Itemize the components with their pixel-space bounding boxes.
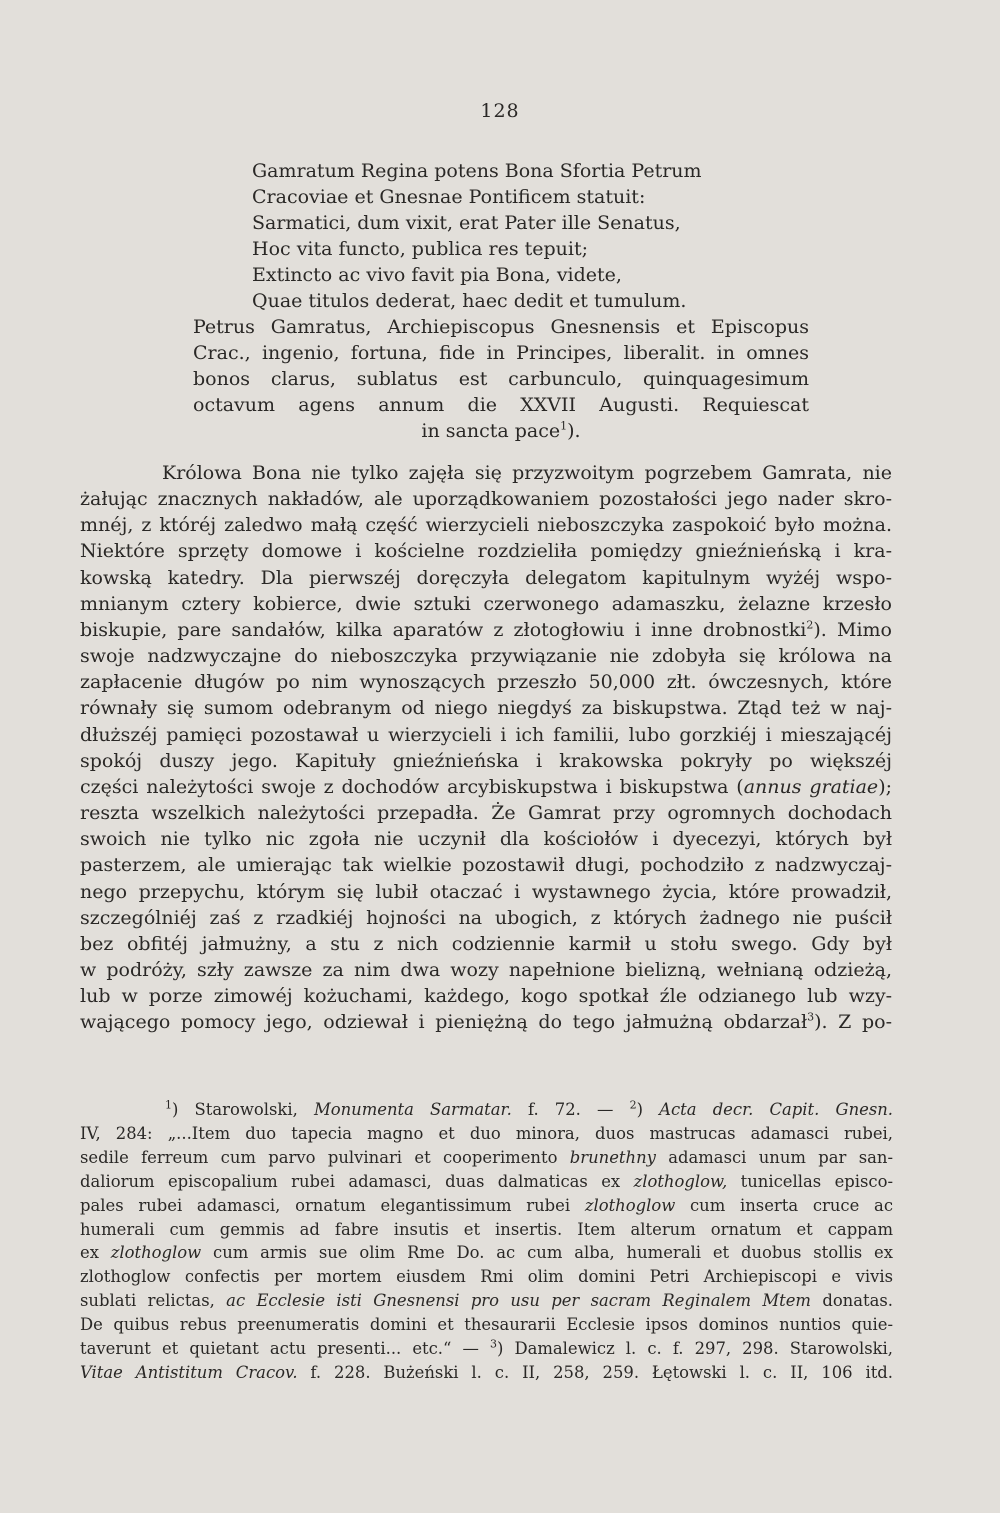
epitaph-line: Extincto ac vivo favit pia Bona, videte, — [252, 264, 622, 286]
body-line: w podróży, szły zawsze za nim dwa wozy napełnione bielizną, wełnianą odzieżą, — [80, 958, 892, 981]
footnote-line: IV, 284: „...Item duo tapecia magno et duo minora, duos mastrucas adamasci rubei, — [80, 1123, 893, 1143]
body-line: części należytości swoje z dochodów arcybiskupstwa i biskupstwa (annus gratiae); — [80, 775, 893, 798]
body-line: lub w porze zimowéj kożuchami, każdego, kogo spotkał źle odzianego lub wzy- — [80, 985, 892, 1008]
inscription-block — [193, 314, 809, 444]
footnote-line: Vitae Antistitum Cracov. f. 228. Bużeński l. c. II, 258, 259. Łętowski l. c. II, 106 itd. — [80, 1362, 894, 1382]
footnote-line: sedile ferreum cum parvo pulvinari et cooperimento brunethny adamasci unum par san- — [80, 1147, 893, 1167]
epitaph-line: Sarmatici, dum vixit, erat Pater ille Senatus, — [252, 212, 681, 234]
body-line: bez obfitéj jałmużny, a stu z nich codziennie karmił u stołu swego. Gdy był — [80, 932, 892, 955]
inscription-line: octavum agens annum die XXVII Augusti. Requiescat — [193, 394, 809, 416]
footnote-line: daliorum episcopalium rubei adamasci, duas dalmaticas ex zlothoglow, tunicellas episco- — [80, 1171, 893, 1191]
body-line: Niektóre sprzęty domowe i kościelne rozdzieliła pomiędzy gnieźnieńską i kra- — [80, 540, 892, 563]
body-line: żałując znacznych nakładów, ale uporządkowaniem pozostałości jego nader skro- — [80, 488, 892, 511]
body-line: dłuższéj pamięci pozostawał u wierzycieli i ich familii, lubo gorzkiéj i mieszającéj — [80, 723, 892, 746]
inscription-line: Crac., ingenio, fortuna, fide in Principes, liberalit. in omnes — [193, 342, 809, 364]
footnote-line: humerali cum gemmis ad fabre insutis et insertis. Item alterum ornatum et cappam — [80, 1219, 893, 1239]
body-line: zapłacenie długów po nim wynoszących przeszło 50,000 złt. ówczesnych, które — [80, 671, 892, 694]
body-line: pasterzem, ale umierając tak wielkie pozostawił długi, pochodziło z nadzwyczaj- — [80, 854, 892, 877]
page-number: 128 — [480, 100, 520, 122]
epitaph-line: Hoc vita functo, publica res tepuit; — [252, 238, 589, 260]
footnote-line: $^1$) Starowolski, Monumenta Sarmatar. f. 72. — $^2$) Acta decr. Capit. Gnesn. — [165, 1098, 893, 1119]
body-line: kowską katedry. Dla pierwszéj doręczyła delegatom kapitulnym wyżéj wspo- — [80, 566, 892, 589]
body-line: reszta wszelkich należytości przepadła. Że Gamrat przy ogromnych dochodach — [80, 802, 892, 825]
body-line: Królowa Bona nie tylko zajęła się przyzwoitym pogrzebem Gamrata, nie — [162, 462, 892, 484]
body-paragraph — [80, 460, 892, 1035]
epitaph-line: Quae titulos dederat, haec dedit et tumulum. — [252, 290, 687, 312]
body-line: mnéj, z któréj zaledwo małą część wierzycieli nieboszczyka zaspokoić było można. — [80, 514, 892, 537]
inscription-line: in sancta pace$^1$). — [421, 419, 581, 442]
footnote-line: ex zlothoglow cum armis sue olim Rme Do. ac cum alba, humerali et duobus stollis ex — [80, 1243, 894, 1263]
body-line: spokój duszy jego. Kapituły gnieźnieńska i krakowska pokryły po większéj — [80, 749, 892, 772]
body-line: biskupie, pare sandałów, kilka aparatów z złotogłowiu i inne drobnostki$^2$). Mimo — [80, 618, 892, 641]
footnote-line: zlothoglow confectis per mortem eiusdem Rmi olim domini Petri Archiepiscopi e vivis — [80, 1267, 893, 1287]
body-line: równały się sumom odebranym od niego niegdyś za biskupstwa. Ztąd też w naj- — [80, 697, 892, 720]
footnote-line: De quibus rebus preenumeratis domini et thesaurarii Ecclesie ipsos dominos nuntios quie- — [80, 1315, 893, 1335]
footnote-ref-2: 2 — [806, 618, 814, 632]
footnote-line: taverunt et quietant actu presenti... etc.“ — $^3$) Damalewicz l. c. f. 297, 298. Starowolski, — [80, 1337, 893, 1359]
footnote-line: pales rubei adamasci, ornatum elegantissimum rubei zlothoglow cum inserta cruce ac — [80, 1195, 893, 1215]
epitaph-line: Cracoviae et Gnesnae Pontificem statuit: — [252, 186, 646, 208]
body-line: swoich nie tylko nic zgoła nie uczynił dla kościołów i dyecezyi, których był — [80, 828, 892, 851]
footnote-ref-3: 3 — [807, 1010, 815, 1024]
footnote-line: sublati relictas, ac Ecclesie isti Gnesnensi pro usu per sacram Reginalem Mtem donatas. — [80, 1291, 893, 1311]
body-line: swoje nadzwyczajne do nieboszczyka przywiązanie nie zdobyła się królowa na — [80, 645, 892, 668]
footnote-ref-1: 1 — [560, 419, 568, 433]
body-line: szczególniéj zaś z rzadkiéj hojności na ubogich, z których żadnego nie puścił — [80, 906, 892, 929]
body-line: nego przepychu, którym się lubił otaczać i wystawnego życia, które prowadził, — [80, 880, 892, 903]
body-line: wającego pomocy jego, odziewał i pieniężną do tego jałmużną obdarzał$^3$). Z po- — [80, 1010, 892, 1034]
inscription-line: bonos clarus, sublatus est carbunculo, quinquagesimum — [193, 368, 809, 390]
inscription-line: Petrus Gamratus, Archiepiscopus Gnesnensis et Episcopus — [193, 316, 809, 338]
epitaph-line: Gamratum Regina potens Bona Sfortia Petrum — [252, 160, 702, 182]
footnotes — [80, 1098, 893, 1385]
body-line: mnianym cztery kobierce, dwie sztuki czerwonego adamaszku, żelazne krzesło — [80, 592, 892, 615]
